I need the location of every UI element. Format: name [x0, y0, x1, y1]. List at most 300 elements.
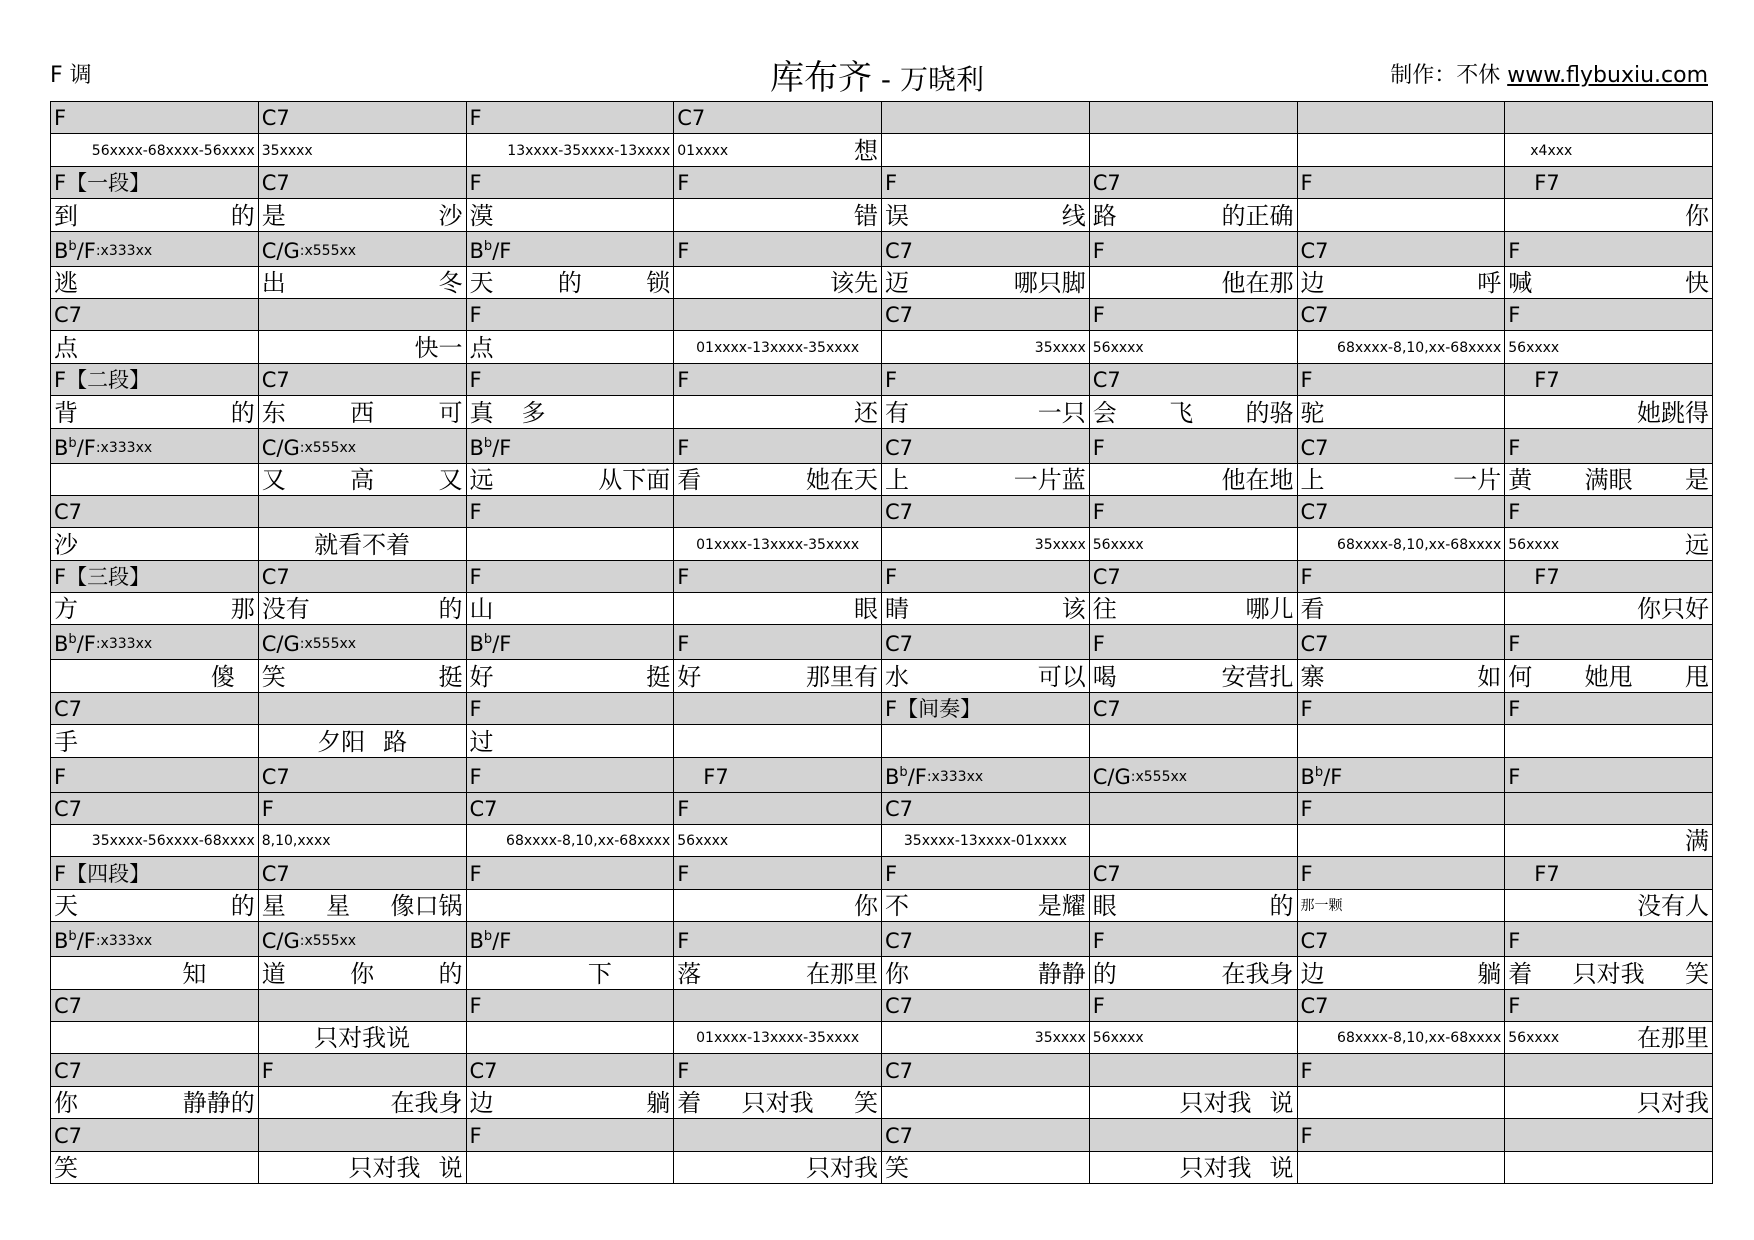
tab-fingering: 56xxxx: [1092, 1030, 1144, 1047]
flat-sign: b: [68, 632, 77, 648]
chord-cell: [466, 1054, 674, 1086]
grid-text: C7: [1300, 632, 1329, 657]
grid-text: F: [1508, 238, 1521, 263]
lyric-cell: [1505, 725, 1713, 757]
lyric-cell: [1297, 266, 1505, 298]
grid-text: 到: [54, 201, 78, 230]
lyric-cell: [882, 199, 1090, 231]
chord-row: [51, 363, 1713, 395]
lyric-cell: [466, 725, 674, 757]
grid-text: C7: [1300, 303, 1329, 328]
grid-text: F7: [1534, 565, 1560, 590]
grid-text: C7: [54, 697, 83, 722]
grid-text: 说: [1269, 1153, 1294, 1182]
lyric-cell: [674, 593, 882, 625]
grid-text: F: [885, 171, 898, 196]
chord-cell: [466, 231, 674, 266]
chord-cell: [1089, 922, 1297, 957]
lyric-cell: [258, 463, 466, 495]
lyric-row: [51, 957, 1713, 989]
grid-text: 着: [677, 1089, 702, 1118]
grid-text: :x555xx: [299, 439, 357, 456]
grid-text: F7: [703, 764, 729, 789]
chord-cell: [466, 1119, 674, 1151]
chord-cell: [1505, 102, 1713, 134]
grid-text: 背: [54, 398, 78, 427]
chord-cell: [1089, 363, 1297, 395]
grid-text: 往: [1092, 595, 1117, 624]
chord-cell: [1089, 560, 1297, 592]
chord-cell: [1089, 1119, 1297, 1151]
lyric-cell: [466, 825, 674, 857]
lyric-row: [51, 593, 1713, 625]
lyric-cell: [1089, 825, 1297, 857]
chord-cell: [258, 757, 466, 792]
chord-cell: [466, 692, 674, 724]
grid-text: 沙: [54, 530, 78, 559]
grid-text: $B^b/F$: [54, 238, 96, 263]
chord-cell: [1297, 757, 1505, 792]
site-link[interactable]: www.flybuxiu.com: [1507, 63, 1708, 88]
grid-text: F: [677, 632, 690, 657]
lyric-cell: [1089, 660, 1297, 692]
grid-text: 只对我说: [314, 1024, 411, 1053]
grid-text: $B^b/F$: [469, 435, 512, 460]
chord-cell: [466, 922, 674, 957]
chord-cell: [258, 298, 466, 330]
chord-cell: [882, 625, 1090, 660]
lyric-cell: [1089, 957, 1297, 989]
chord-cell: [1089, 428, 1297, 463]
lyric-cell: [1089, 889, 1297, 921]
grid-text: 没有: [261, 595, 310, 624]
lyric-cell: [882, 266, 1090, 298]
chord-row: [51, 989, 1713, 1021]
lyric-cell: [258, 528, 466, 560]
lyric-row: [51, 1021, 1713, 1053]
lyric-cell: [466, 593, 674, 625]
lyric-row: [51, 825, 1713, 857]
chord-cell: [882, 1119, 1090, 1151]
chord-cell: [466, 792, 674, 824]
lyric-cell: [1505, 660, 1713, 692]
grid-text: 的: [230, 398, 255, 427]
lyric-cell: [466, 889, 674, 921]
chord-cell: [674, 1054, 882, 1086]
lyric-cell: [1297, 1021, 1505, 1053]
lyric-cell: [1505, 396, 1713, 428]
grid-text: C7: [54, 1123, 83, 1148]
lyric-cell: [882, 463, 1090, 495]
grid-text: 眼: [854, 595, 878, 624]
grid-text: 路: [383, 727, 408, 756]
lyric-cell: [882, 1151, 1090, 1183]
lyric-row: [51, 660, 1713, 692]
chord-cell: [674, 625, 882, 660]
lyric-cell: [466, 331, 674, 363]
lyric-cell: [1297, 199, 1505, 231]
grid-text: C7: [1300, 500, 1329, 525]
grid-text: 好: [469, 662, 494, 691]
grid-text: 手: [54, 727, 78, 756]
lyric-cell: [466, 396, 674, 428]
chord-cell: [1505, 625, 1713, 660]
lyric-cell: [674, 1086, 882, 1118]
tab-fingering: 56xxxx: [1508, 536, 1560, 553]
chord-cell: [258, 1054, 466, 1086]
grid-text: 过: [469, 727, 494, 756]
grid-text: 你: [885, 959, 909, 988]
grid-text: F: [469, 106, 482, 131]
flat-sign: b: [1314, 764, 1324, 780]
grid-text: 又: [438, 465, 463, 494]
lyric-cell: [882, 134, 1090, 166]
chord-row: [51, 692, 1713, 724]
chord-cell: [882, 989, 1090, 1021]
title-separator: -: [872, 63, 900, 96]
lyric-cell: [1297, 889, 1505, 921]
lyric-cell: [1505, 1086, 1713, 1118]
grid-text: 只对我: [1572, 959, 1645, 988]
tab-fingering: 68xxxx-8,10,xx-68xxxx: [1337, 1030, 1502, 1047]
tab-fingering: 56xxxx: [1508, 1030, 1560, 1047]
grid-text: 星: [261, 892, 286, 921]
tab-fingering: 56xxxx: [1092, 536, 1144, 553]
grid-text: 没有人: [1637, 892, 1709, 921]
lyric-cell: [882, 889, 1090, 921]
chord-cell: [1505, 1054, 1713, 1086]
chord-cell: [1505, 363, 1713, 395]
grid-text: 方: [54, 595, 78, 624]
tab-fingering: 8,10,xxxx: [261, 833, 331, 850]
chord-cell: [882, 428, 1090, 463]
chord-cell: [51, 792, 259, 824]
lyric-cell: [1089, 134, 1297, 166]
lyric-cell: [258, 266, 466, 298]
grid-text: $B^b/F$: [469, 238, 512, 263]
chord-cell: [1089, 1054, 1297, 1086]
chord-cell: [882, 857, 1090, 889]
chord-row: [51, 298, 1713, 330]
chord-cell: [1505, 989, 1713, 1021]
lyric-cell: [674, 660, 882, 692]
grid-text: 好: [677, 662, 702, 691]
tab-fingering: 56xxxx: [1092, 339, 1144, 356]
grid-text: 的: [230, 892, 255, 921]
grid-text: 漠: [469, 201, 494, 230]
lyric-cell: [674, 1021, 882, 1053]
grid-text: F: [1300, 797, 1313, 822]
grid-text: C7: [1300, 435, 1329, 460]
lyric-cell: [674, 889, 882, 921]
chord-cell: [466, 625, 674, 660]
grid-text: 边: [1300, 959, 1325, 988]
grid-text: 在我身: [390, 1089, 463, 1118]
grid-text: 落: [677, 959, 702, 988]
lyric-cell: [51, 725, 259, 757]
grid-text: 只对我: [741, 1089, 814, 1118]
chord-cell: [258, 922, 466, 957]
lyric-cell: [1505, 463, 1713, 495]
lyric-cell: [258, 1086, 466, 1118]
chord-cell: [882, 166, 1090, 198]
tab-fingering: 01xxxx-13xxxx-35xxxx: [696, 536, 860, 553]
grid-text: F【三段】: [54, 565, 151, 590]
grid-text: :x333xx: [95, 439, 153, 456]
grid-text: F: [677, 238, 690, 263]
grid-text: 静静的: [182, 1089, 255, 1118]
grid-text: 该先: [830, 268, 878, 297]
chord-cell: [674, 231, 882, 266]
chord-cell: [1297, 298, 1505, 330]
grid-text: :x555xx: [299, 933, 357, 950]
chord-cell: [1505, 166, 1713, 198]
grid-text: C7: [885, 797, 914, 822]
grid-text: 迈: [885, 268, 909, 297]
lyric-cell: [882, 660, 1090, 692]
grid-text: 她甩: [1584, 662, 1633, 691]
grid-text: 有: [885, 398, 909, 427]
grid-text: F: [677, 1058, 690, 1083]
grid-text: 那: [230, 595, 255, 624]
grid-text: 睛: [885, 595, 909, 624]
lyric-cell: [1089, 266, 1297, 298]
lyric-cell: [51, 463, 259, 495]
chord-cell: [1505, 857, 1713, 889]
chord-cell: [51, 1054, 259, 1086]
grid-text: 她在天: [806, 465, 878, 494]
grid-text: 的正确: [1221, 201, 1294, 230]
grid-text: $B^b/F$: [885, 764, 927, 789]
grid-text: 沙: [438, 201, 463, 230]
grid-text: 如: [1477, 662, 1502, 691]
grid-text: C7: [261, 106, 290, 131]
grid-text: C/G: [261, 632, 300, 657]
grid-text: 躺: [1477, 959, 1502, 988]
chord-cell: [51, 428, 259, 463]
grid-text: 从下面: [598, 465, 671, 494]
lyric-row: [51, 528, 1713, 560]
chord-cell: [1089, 625, 1297, 660]
lyric-cell: [1297, 957, 1505, 989]
chord-cell: [1297, 102, 1505, 134]
chord-cell: [1297, 1054, 1505, 1086]
grid-text: F【间奏】: [885, 697, 982, 722]
grid-text: F7: [1534, 171, 1560, 196]
lyric-row: [51, 266, 1713, 298]
lyric-cell: [674, 725, 882, 757]
lyric-cell: [51, 266, 259, 298]
grid-text: C7: [261, 861, 290, 886]
grid-text: 在那里: [806, 959, 878, 988]
tab-fingering: 35xxxx: [1034, 536, 1086, 553]
grid-text: 挺: [438, 662, 463, 691]
lyric-cell: [1089, 396, 1297, 428]
chord-row: [51, 857, 1713, 889]
grid-text: C7: [469, 797, 498, 822]
grid-text: 她跳得: [1637, 398, 1709, 427]
lyric-cell: [258, 825, 466, 857]
lyric-cell: [258, 593, 466, 625]
grid-text: F: [1092, 929, 1105, 954]
grid-text: C7: [1092, 861, 1121, 886]
chord-cell: [51, 495, 259, 527]
lyric-cell: [674, 199, 882, 231]
flat-sign: b: [483, 929, 493, 945]
grid-text: F: [469, 697, 482, 722]
lyric-cell: [882, 528, 1090, 560]
grid-text: F: [677, 797, 690, 822]
grid-text: $B^b/F$: [54, 632, 96, 657]
grid-text: :x333xx: [95, 636, 153, 653]
grid-text: C7: [54, 500, 83, 525]
chord-cell: [51, 363, 259, 395]
tab-fingering: 01xxxx-13xxxx-35xxxx: [696, 339, 860, 356]
grid-text: F: [885, 861, 898, 886]
lyric-cell: [1297, 331, 1505, 363]
chord-cell: [882, 560, 1090, 592]
lyric-cell: [1505, 266, 1713, 298]
grid-text: 哪儿: [1245, 595, 1294, 624]
grid-text: 想: [854, 136, 878, 165]
lyric-cell: [51, 1021, 259, 1053]
lyric-row: [51, 396, 1713, 428]
lyric-cell: [1505, 957, 1713, 989]
grid-text: 一片: [1453, 465, 1502, 494]
lyric-cell: [674, 957, 882, 989]
chord-cell: [1297, 428, 1505, 463]
lyric-cell: [882, 396, 1090, 428]
chord-cell: [258, 166, 466, 198]
flat-sign: b: [483, 435, 493, 451]
chord-cell: [1297, 363, 1505, 395]
grid-text: F: [469, 993, 482, 1018]
lyric-cell: [51, 1086, 259, 1118]
grid-text: 的: [438, 595, 463, 624]
tab-fingering: 01xxxx: [677, 142, 729, 159]
grid-text: 快: [1685, 268, 1709, 297]
grid-text: C7: [885, 632, 914, 657]
grid-text: 又: [261, 465, 286, 494]
grid-text: 一只: [1037, 398, 1086, 427]
grid-text: F: [1300, 697, 1313, 722]
chord-cell: [51, 692, 259, 724]
chord-cell: [258, 989, 466, 1021]
grid-text: 西: [350, 398, 375, 427]
chord-cell: [466, 166, 674, 198]
grid-text: F: [677, 435, 690, 460]
grid-text: 上: [1300, 465, 1325, 494]
chord-cell: [51, 231, 259, 266]
chord-cell: [466, 989, 674, 1021]
chord-cell: [882, 495, 1090, 527]
grid-text: F: [677, 565, 690, 590]
grid-text: C7: [1092, 697, 1121, 722]
chord-cell: [258, 102, 466, 134]
lyric-row: [51, 889, 1713, 921]
grid-text: 喝: [1092, 662, 1117, 691]
grid-text: C7: [261, 368, 290, 393]
grid-text: 何: [1508, 662, 1533, 691]
grid-text: 不: [885, 892, 909, 921]
tab-fingering: 56xxxx-68xxxx-56xxxx: [91, 142, 255, 159]
grid-text: $B^b/F$: [469, 929, 512, 954]
grid-text: C7: [1300, 993, 1329, 1018]
flat-sign: b: [68, 435, 77, 451]
chord-cell: [1505, 1119, 1713, 1151]
tab-fingering: 35xxxx: [1034, 339, 1086, 356]
chord-cell: [1089, 495, 1297, 527]
grid-text: C7: [885, 1123, 914, 1148]
grid-text: :x555xx: [299, 636, 357, 653]
lyric-cell: [674, 1151, 882, 1183]
lyric-cell: [1089, 463, 1297, 495]
chord-cell: [674, 757, 882, 792]
lyric-cell: [1089, 331, 1297, 363]
chord-cell: [258, 428, 466, 463]
chord-cell: [258, 363, 466, 395]
flat-sign: b: [68, 238, 77, 254]
lyric-cell: [674, 396, 882, 428]
grid-text: F: [261, 797, 274, 822]
grid-text: 笑: [54, 1153, 78, 1182]
lyric-cell: [258, 134, 466, 166]
chord-cell: [674, 166, 882, 198]
tab-fingering: 13xxxx-35xxxx-13xxxx: [507, 142, 671, 159]
lyric-row: [51, 725, 1713, 757]
chord-cell: [1297, 166, 1505, 198]
lyric-cell: [51, 825, 259, 857]
chord-cell: [1505, 692, 1713, 724]
grid-text: 你只好: [1637, 595, 1709, 624]
lyric-cell: [1297, 396, 1505, 428]
lyric-cell: [258, 1151, 466, 1183]
chord-cell: [882, 1054, 1090, 1086]
grid-text: 的: [230, 201, 255, 230]
lyric-cell: [674, 331, 882, 363]
lyric-cell: [466, 957, 674, 989]
chord-row: [51, 495, 1713, 527]
grid-text: F【一段】: [54, 171, 151, 196]
grid-text: 的: [1269, 892, 1294, 921]
chord-cell: [1505, 560, 1713, 592]
chord-cell: [1505, 495, 1713, 527]
lyric-cell: [1505, 134, 1713, 166]
grid-text: F: [469, 764, 482, 789]
tab-fingering: 35xxxx-56xxxx-68xxxx: [91, 833, 255, 850]
chord-cell: [1505, 922, 1713, 957]
grid-text: C7: [54, 303, 83, 328]
grid-text: 山: [469, 595, 494, 624]
grid-text: :x333xx: [926, 768, 984, 785]
lyric-cell: [674, 134, 882, 166]
grid-text: F: [677, 929, 690, 954]
chord-cell: [51, 298, 259, 330]
tab-fingering: 35xxxx-13xxxx-01xxxx: [903, 833, 1067, 850]
lyric-cell: [882, 1021, 1090, 1053]
grid-text: C7: [885, 500, 914, 525]
lyric-cell: [674, 825, 882, 857]
lyric-cell: [258, 957, 466, 989]
grid-text: F: [1092, 632, 1105, 657]
chord-cell: [674, 298, 882, 330]
grid-text: 他在那: [1221, 268, 1294, 297]
grid-text: F: [469, 171, 482, 196]
lyric-cell: [466, 1151, 674, 1183]
chord-cell: [258, 560, 466, 592]
chord-cell: [674, 922, 882, 957]
grid-text: C7: [54, 993, 83, 1018]
